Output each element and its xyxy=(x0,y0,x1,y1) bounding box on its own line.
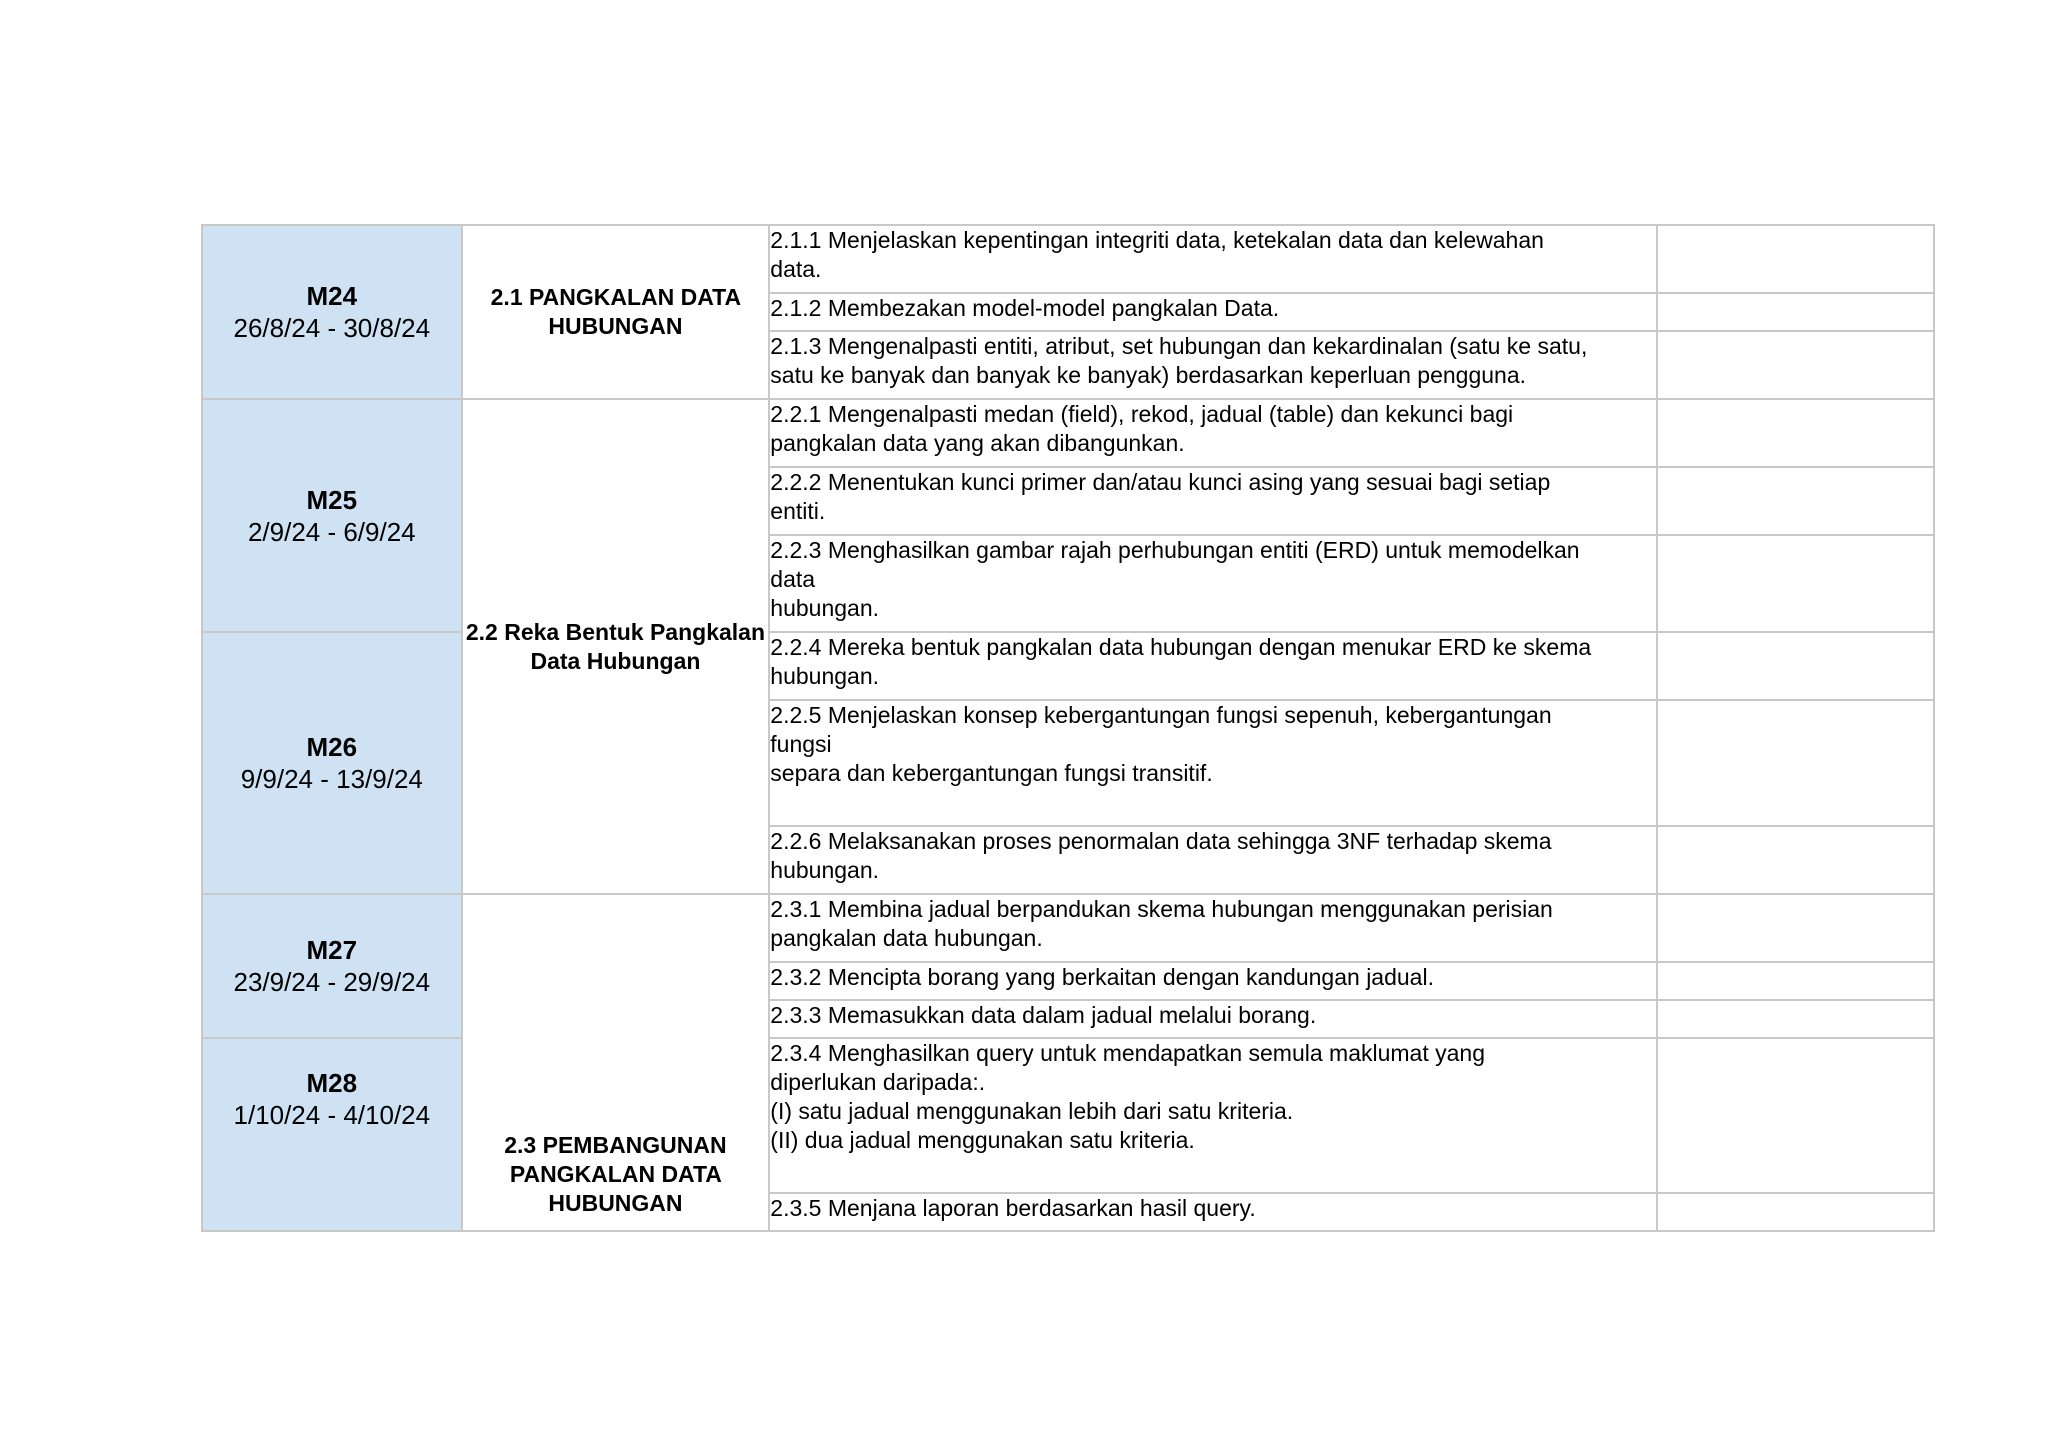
week-date: 1/10/24 - 4/10/24 xyxy=(233,1100,431,1130)
standard-2-3-3 xyxy=(769,1000,1657,1038)
standard-2-3-2 xyxy=(769,962,1657,1000)
week-date: 23/9/24 - 29/9/24 xyxy=(233,967,431,997)
week-cell-m27 xyxy=(202,894,462,1038)
standard-line: data. xyxy=(770,256,822,282)
standard-line: 2.2.5 Menjelaskan konsep kebergantungan fungsi sepenuh, kebergantungan xyxy=(770,702,1552,728)
standard-line: diperlukan daripada:. xyxy=(770,1069,986,1095)
note-cell xyxy=(1657,399,1934,467)
standard-line: 2.2.1 Mengenalpasti medan (field), rekod, jadual (table) dan kekunci bagi xyxy=(770,401,1514,427)
note-cell xyxy=(1657,535,1934,632)
lesson-plan-table xyxy=(201,224,1935,1232)
standard-line: 2.3.5 Menjana laporan berdasarkan hasil query. xyxy=(770,1195,1256,1221)
topic-line: 2.2 Reka Bentuk xyxy=(465,618,644,645)
standard-2-2-6 xyxy=(769,826,1657,894)
topic-line: 2.3 PEMBANGUNAN xyxy=(504,1132,727,1158)
note-cell xyxy=(1657,1038,1934,1193)
note-cell xyxy=(1657,700,1934,826)
week-label: M28 xyxy=(306,1068,358,1098)
standard-line: hubungan. xyxy=(770,595,880,621)
note-cell xyxy=(1657,1000,1934,1038)
standard-line: 2.1.3 Mengenalpasti entiti, atribut, set hubungan dan kekardinalan (satu ke satu, xyxy=(770,333,1588,359)
standard-line: entiti. xyxy=(770,498,826,524)
week-date: 2/9/24 - 6/9/24 xyxy=(247,516,416,547)
standard-line: (II) dua jadual menggunakan satu kriteria. xyxy=(770,1127,1195,1153)
note-cell xyxy=(1657,632,1934,700)
note-cell xyxy=(1657,225,1934,293)
week-date: 26/8/24 - 30/8/24 xyxy=(233,313,431,343)
note-cell xyxy=(1657,826,1934,894)
standard-line: 2.2.3 Menghasilkan gambar rajah perhubungan entiti (ERD) untuk memodelkan xyxy=(770,537,1580,563)
topic-line: HUBUNGAN xyxy=(548,1190,683,1216)
standard-2-2-2 xyxy=(769,467,1657,535)
week-cell-m28 xyxy=(202,1038,462,1231)
standard-line: pangkalan data hubungan. xyxy=(770,925,1043,951)
week-label: M25 xyxy=(306,484,358,515)
note-cell xyxy=(1657,293,1934,331)
week-label: M24 xyxy=(306,281,358,311)
standard-line: 2.2.6 Melaksanakan proses penormalan data sehingga 3NF terhadap skema xyxy=(770,828,1552,854)
week-cell-m25 xyxy=(202,399,462,632)
topic-cell-2-3 xyxy=(462,894,770,1231)
note-cell xyxy=(1657,894,1934,962)
standard-line: satu ke banyak dan banyak ke banyak) berdasarkan keperluan pengguna. xyxy=(770,362,1526,388)
standard-2-3-5 xyxy=(769,1193,1657,1231)
note-cell xyxy=(1657,331,1934,399)
standard-line: data xyxy=(770,566,816,592)
standard-line: 2.1.2 Membezakan model-model pangkalan Data. xyxy=(770,295,1280,321)
standard-2-3-1 xyxy=(769,894,1657,962)
standard-2-2-5 xyxy=(769,700,1657,826)
standard-line: hubungan. xyxy=(770,663,880,689)
standard-2-2-4 xyxy=(769,632,1657,700)
topic-line: Pangkalan Data Hubungan xyxy=(530,618,766,674)
note-cell xyxy=(1657,467,1934,535)
standard-line: 2.3.1 Membina jadual berpandukan skema hubungan menggunakan perisian xyxy=(770,896,1553,922)
topic-line: HUBUNGAN xyxy=(548,313,683,339)
note-cell xyxy=(1657,962,1934,1000)
standard-line: hubungan. xyxy=(770,857,880,883)
standard-line: (I) satu jadual menggunakan lebih dari satu kriteria. xyxy=(770,1098,1294,1124)
topic-cell-2-1 xyxy=(462,225,770,399)
week-label: M27 xyxy=(306,935,358,965)
standard-line: separa dan kebergantungan fungsi transitif. xyxy=(770,760,1213,786)
standard-2-1-2 xyxy=(769,293,1657,331)
week-label: M26 xyxy=(306,732,358,762)
standard-2-1-1 xyxy=(769,225,1657,293)
standard-line: 2.3.4 Menghasilkan query untuk mendapatkan semula maklumat yang xyxy=(770,1040,1485,1066)
standard-2-3-4 xyxy=(769,1038,1657,1193)
standard-2-1-3 xyxy=(769,331,1657,399)
standard-line: fungsi xyxy=(770,731,832,757)
topic-line: 2.1 PANGKALAN DATA xyxy=(490,284,741,310)
topic-line: PANGKALAN DATA xyxy=(509,1161,722,1187)
standard-line: 2.3.2 Mencipta borang yang berkaitan dengan kandungan jadual. xyxy=(770,964,1434,990)
standard-line: 2.2.2 Menentukan kunci primer dan/atau kunci asing yang sesuai bagi setiap xyxy=(770,469,1551,495)
week-cell-m24 xyxy=(202,225,462,399)
standard-2-2-3 xyxy=(769,535,1657,632)
standard-line: 2.3.3 Memasukkan data dalam jadual melalui borang. xyxy=(770,1002,1317,1028)
standard-2-2-1 xyxy=(769,399,1657,467)
week-cell-m26 xyxy=(202,632,462,894)
standard-line: pangkalan data yang akan dibangunkan. xyxy=(770,430,1185,456)
standard-line: 2.1.1 Menjelaskan kepentingan integriti data, ketekalan data dan kelewahan xyxy=(770,227,1544,253)
standard-line: 2.2.4 Mereka bentuk pangkalan data hubungan dengan menukar ERD ke skema xyxy=(770,634,1592,660)
topic-cell-2-2 xyxy=(462,399,770,894)
week-date: 9/9/24 - 13/9/24 xyxy=(240,764,423,794)
note-cell xyxy=(1657,1193,1934,1231)
